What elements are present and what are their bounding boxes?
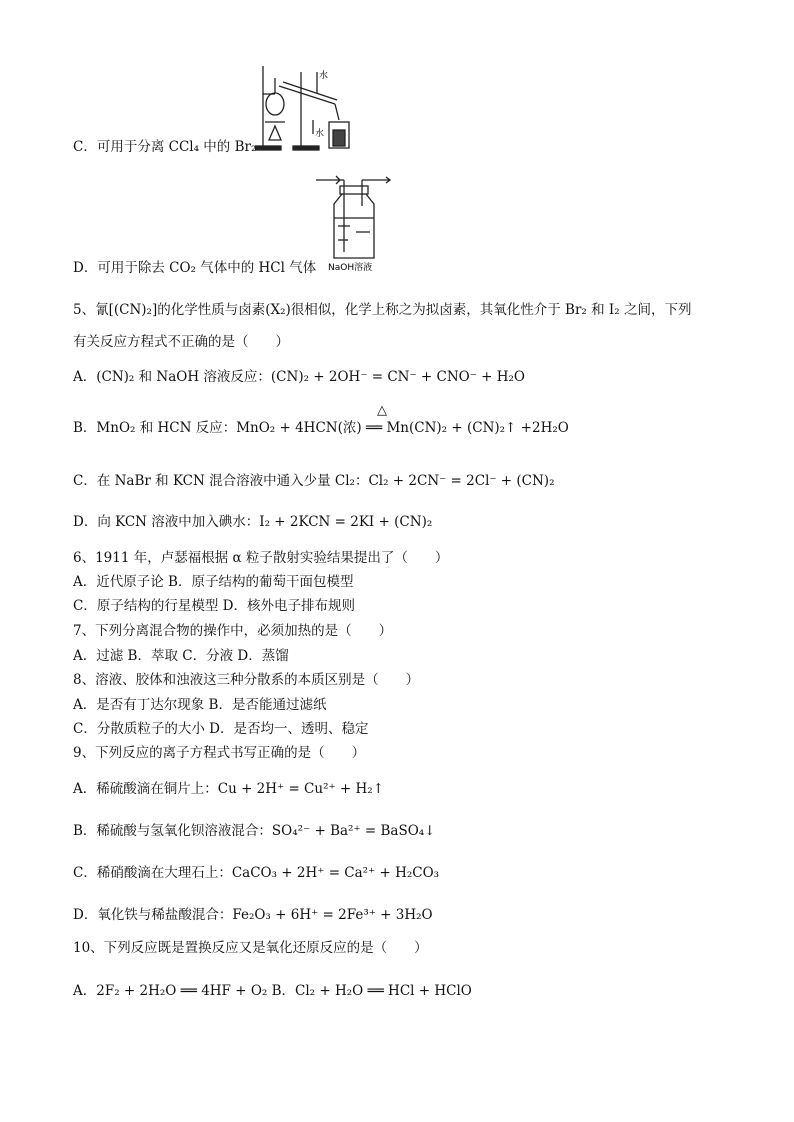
- q9-option-c: C．稀硝酸滴在大理石上：CaCO₃ + 2H⁺ = Ca²⁺ + H₂CO₃: [73, 865, 440, 881]
- question-7: 7、下列分离混合物的操作中，必须加热的是（ ）: [73, 623, 393, 639]
- question-10: 10、下列反应既是置换反应又是氧化还原反应的是（ ）: [73, 940, 428, 956]
- q4-option-c: C．可用于分离 CCl₄ 中的 Br₂: [73, 139, 257, 155]
- q9-option-b: B．稀硫酸与氢氧化钡溶液混合：SO₄²⁻ + Ba²⁺ = BaSO₄↓: [73, 823, 436, 839]
- q4-option-d: D．可用于除去 CO₂ 气体中的 HCl 气体: [73, 260, 317, 276]
- q9-option-a: A．稀硫酸滴在铜片上：Cu + 2H⁺ = Cu²⁺ + H₂↑: [73, 781, 385, 797]
- water-label: 水: [319, 71, 329, 81]
- q5-option-d: D．向 KCN 溶液中加入碘水：I₂ + 2KCN = 2KI + (CN)₂: [73, 514, 433, 530]
- question-6: 6、1911 年，卢瑟福根据 α 粒子散射实验结果提出了（ ）: [73, 550, 449, 566]
- q6-options-ab: A．近代原子论 B．原子结构的葡萄干面包模型: [73, 574, 354, 590]
- question-9: 9、下列反应的离子方程式书写正确的是（ ）: [73, 745, 366, 761]
- question-8: 8、溶液、胶体和浊液这三种分散系的本质区别是（ ）: [73, 672, 420, 688]
- q9-option-d: D．氧化铁与稀盐酸混合：Fe₂O₃ + 6H⁺ = 2Fe³⁺ + 3H₂O: [73, 907, 433, 923]
- gas-washing-bottle-figure: [314, 170, 394, 274]
- question-5: 5、氰[(CN)₂]的化学性质与卤素(X₂)很相似，化学上称之为拟卤素，其氧化性介于 Br₂ 和 I₂ 之间，下列: [73, 302, 692, 318]
- q5-option-c: C．在 NaBr 和 KCN 混合溶液中通入少量 Cl₂：Cl₂ + 2CN⁻ = 2Cl⁻ + (CN)₂: [73, 473, 555, 489]
- q10-options-ab: A．2F₂ + 2H₂O ══ 4HF + O₂ B．Cl₂ + H₂O ══ HCl + HClO: [73, 983, 472, 999]
- q5-option-a: A．(CN)₂ 和 NaOH 溶液反应：(CN)₂ + 2OH⁻ = CN⁻ + CNO⁻ + H₂O: [73, 369, 525, 385]
- q8-options-cd: C．分散质粒子的大小 D．是否均一、透明、稳定: [73, 721, 369, 737]
- q5-option-b: B．MnO₂ 和 HCN 反应：MnO₂ + 4HCN(浓) ══ Mn(CN)₂ + (CN)₂↑ +2H₂O: [73, 420, 569, 436]
- heat-symbol: △: [377, 403, 387, 418]
- q8-options-ab: A．是否有丁达尔现象 B．是否能通过滤纸: [73, 697, 327, 713]
- q6-options-cd: C．原子结构的行星模型 D．核外电子排布规则: [73, 598, 355, 614]
- question-5-cont: 有关反应方程式不正确的是（ ）: [73, 334, 289, 350]
- naoh-label: NaOH溶液: [328, 263, 373, 273]
- distillation-apparatus-figure: [255, 64, 355, 154]
- q7-options: A．过滤 B．萃取 C．分液 D．蒸馏: [73, 648, 289, 664]
- water-label-2: 水: [315, 129, 325, 139]
